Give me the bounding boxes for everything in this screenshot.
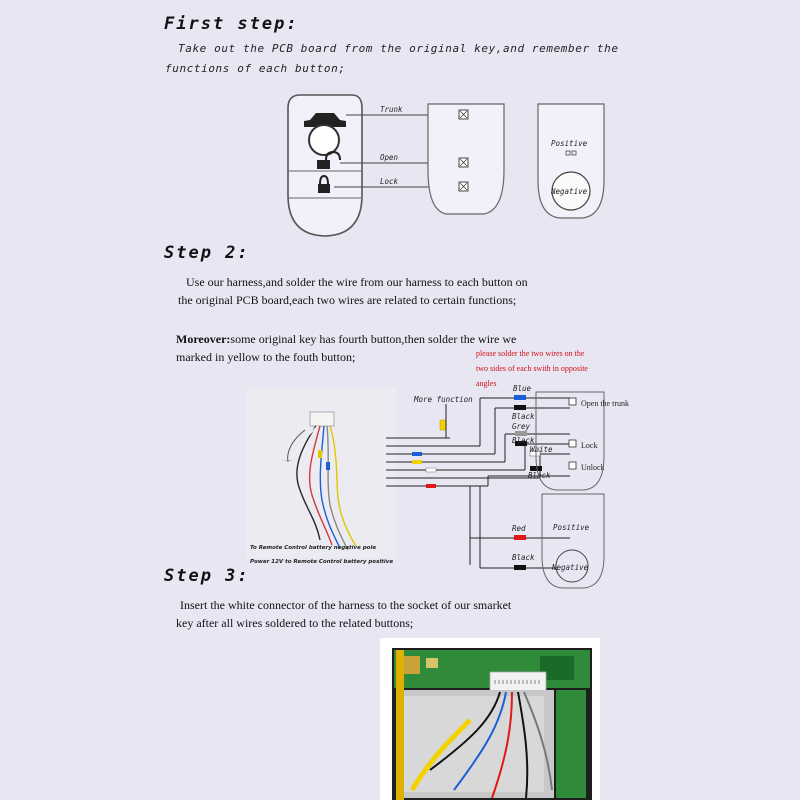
step3-text-line1: Insert the white connector of the harness to the socket of our smarket [180,598,512,612]
open-trunk-label: Open the trunk [581,399,629,408]
step2-moreover-line1 [176,332,516,347]
open-lock-icon [317,160,330,169]
lock-icon [318,184,330,193]
black-label-4: Black [512,553,535,562]
grey-label: Grey [512,422,531,431]
blue-label: Blue [513,384,532,393]
positive-label-2: Positive [553,523,590,532]
step3-heading: Step 3: [164,566,250,586]
lock-label: Lock [380,177,399,186]
red-label: Red [512,524,526,533]
harness-photo [246,388,396,565]
red-note-line3: angles [476,379,497,388]
marker-yellow [440,420,446,430]
wiring-diagram [386,349,629,588]
photo-tag-1: ····· [284,459,293,464]
button-pad-open [459,158,468,167]
marker-yellow-2 [412,460,422,464]
negative-label: Negative [551,187,588,196]
step2-text-line1: Use our harness,and solder the wire from our harness to each button on [186,275,528,289]
positive-label: Positive [551,139,588,148]
step1-heading: First step: [164,14,299,34]
step1-text-line1: Take out the PCB board from the original key,and remember the [178,42,619,55]
marker-white [426,468,436,472]
black-label-1: Black [512,412,535,421]
wire-blue-trunk [514,395,526,400]
marker-red [426,484,436,488]
wire-black-negative [514,565,526,570]
trunk-label: Trunk [380,105,403,114]
original-key-fob [288,95,362,236]
red-note-line2: two sides of each swith in opposite [476,364,588,373]
step1-text-line2: functions of each button; [165,62,346,75]
more-function-label: More function [414,395,473,404]
photo-caption-2: Power 12V to Remote Control battery positive [250,559,394,565]
step3-text-line2: key after all wires soldered to the related buttons; [176,616,414,630]
moreover-text: some original key has fourth button,then solder the wire we [230,332,517,346]
step2-moreover-line2: marked in yellow to the fouth button; [176,350,356,364]
white-label: White [530,445,553,454]
photo-caption-1: To Remote Control battery negative pole [250,545,377,551]
open-label: Open [380,153,399,162]
key-logo-ring [309,125,339,155]
wire-black-trunk [514,405,526,410]
white-connector [310,412,334,426]
negative-label-2: Negative [552,563,589,572]
step2-heading: Step 2: [164,243,250,263]
button-pad-trunk [459,110,468,119]
step2-text-line2: the original PCB board,each two wires are related to certain functions; [178,293,517,307]
smart-key-photo [380,638,600,800]
lock-label-2: Lock [581,441,598,450]
button-pad-lock [459,182,468,191]
red-note-line1: please solder the two wires on the [476,349,585,358]
moreover-bold: Moreover: [176,332,231,346]
unlock-label: Unlock [581,463,605,472]
wire-red-positive [514,535,526,540]
marker-blue [412,452,422,456]
black-label-2: Black [512,436,535,445]
black-label-3: Black [528,471,551,480]
